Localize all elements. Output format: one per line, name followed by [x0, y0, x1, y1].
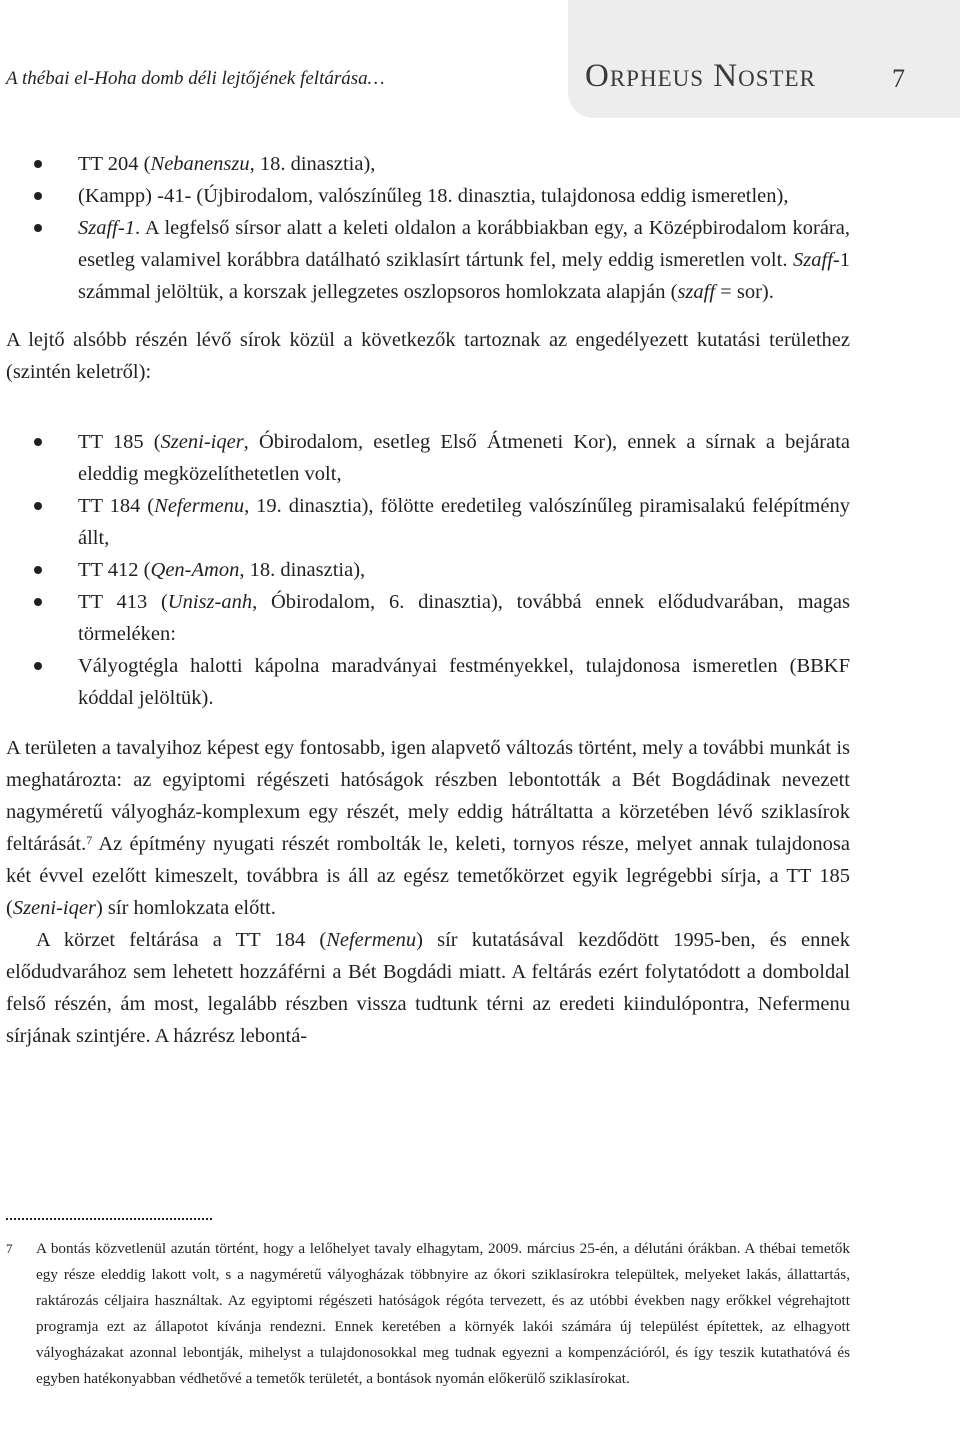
- paragraph: A területen a tavalyihoz képest egy fontosabb, igen alapvető változás történt, mely a további munkát is meghatározta: az egyiptomi régészeti hatóságok részben lebontották a Bét Bogdádinak nevezett nagyméretű vályogház-komplexum egy részét, mely eddig hátráltatta a körzetében lévő sziklasírok feltárását.$^7$ Az építmény nyugati részét rombolták le, keleti, tornyos része, melyet annak tulajdonosa két évvel ezelőtt kimeszelt, továbbra is áll az egész temetőkörzet egyik legrégebbi sírja, a TT 185 (Szeni-iqer) sír homlokzata előtt.: [6, 737, 850, 919]
- list-item: Vályogtégla halotti kápolna maradványai festményekkel, tulajdonosa ismeretlen (BBKF kóddal jelöltük).: [6, 650, 850, 714]
- running-title: A thébai el-Hoha domb déli lejtőjének feltárása…: [6, 68, 385, 89]
- paragraph: A körzet feltárása a TT 184 (Nefermenu) sír kutatásával kezdődött 1995-ben, és ennek elődudvarához sem lehetett hozzáférni a Bét Bogdádi miatt. A feltárás ezért folytatódott a domboldal felső részén, ám most, legalább részben vissza tudtunk térni az eredeti kiindulópontra, Nefermenu sírjának szintjére. A házrész lebontá-: [6, 929, 851, 1047]
- paragraph: A lejtő alsóbb részén lévő sírok közül a következők tartoznak az engedélyezett kutatási területhez (szintén keletről):: [6, 329, 850, 383]
- list-item: TT 184 (Nefermenu, 19. dinasztia), fölötte eredetileg valószínűleg piramisalakú felépítmény állt,: [6, 490, 850, 554]
- tomb-list-1: [6, 148, 850, 308]
- list-item: TT 412 (Qen-Amon, 18. dinasztia),: [6, 554, 850, 586]
- list-item: (Kampp) -41- (Újbirodalom, valószínűleg 18. dinasztia, tulajdonosa eddig ismeretlen),: [6, 180, 850, 212]
- list-item: Szaff-1. A legfelső sírsor alatt a keleti oldalon a korábbiakban egy, a Középbirodalom korára, esetleg valamivel korábbra datálható sziklasírt tártunk fel, mely eddig ismeretlen volt. Szaff-1 számmal jelöltük, a korszak jellegzetes oszlopsoros homlokzata alapján (szaff = sor).: [6, 212, 850, 308]
- list-item: TT 204 (Nebanenszu, 18. dinasztia),: [6, 148, 850, 180]
- tomb-list-2: [6, 426, 850, 714]
- journal-name: Orpheus Noster: [585, 58, 816, 94]
- list-item: TT 413 (Unisz-anh, Óbirodalom, 6. dinasztia), továbbá ennek elődudvarában, magas törmeléken:: [6, 586, 850, 650]
- list-item: TT 185 (Szeni-iqer, Óbirodalom, esetleg Első Átmeneti Kor), ennek a sírnak a bejárata eleddig megközelíthetetlen volt,: [6, 426, 850, 490]
- main-text: [6, 148, 850, 1052]
- page-number: 7: [892, 64, 905, 93]
- footnote-divider: [6, 1218, 212, 1220]
- footnote-number: 7: [6, 1241, 13, 1256]
- footnote: [6, 1236, 850, 1392]
- footnote-ref: 7: [86, 833, 93, 847]
- footnote-text: A bontás közvetlenül azután történt, hogy a lelőhelyet tavaly elhagytam, 2009. március 25-én, a délutáni órákban. A thébai temetők egy része eleddig lakott volt, s a nagyméretű vályogházak többnyire az ókori sziklasírokra települtek, melyeket lakás, állattartás, raktározás céljaira használtak. Az egyiptomi régészeti hatóságok régóta tervezett, és az utóbbi években nagy erőkkel végrehajtott programja ezt az állapotot kívánja rendezni. Ennek keretében a környék lakói számára új települést építettek, az elhagyott vályogházakat azonnal lebontják, mihelyst a tulajdonosokkal meg tudnak egyezni a kompenzációról, és így teszik kutathatóvá és egyben hatékonyabban védhetővé a temetők területét, a bontások nyomán előkerülő sziklasírokat.: [36, 1240, 850, 1387]
